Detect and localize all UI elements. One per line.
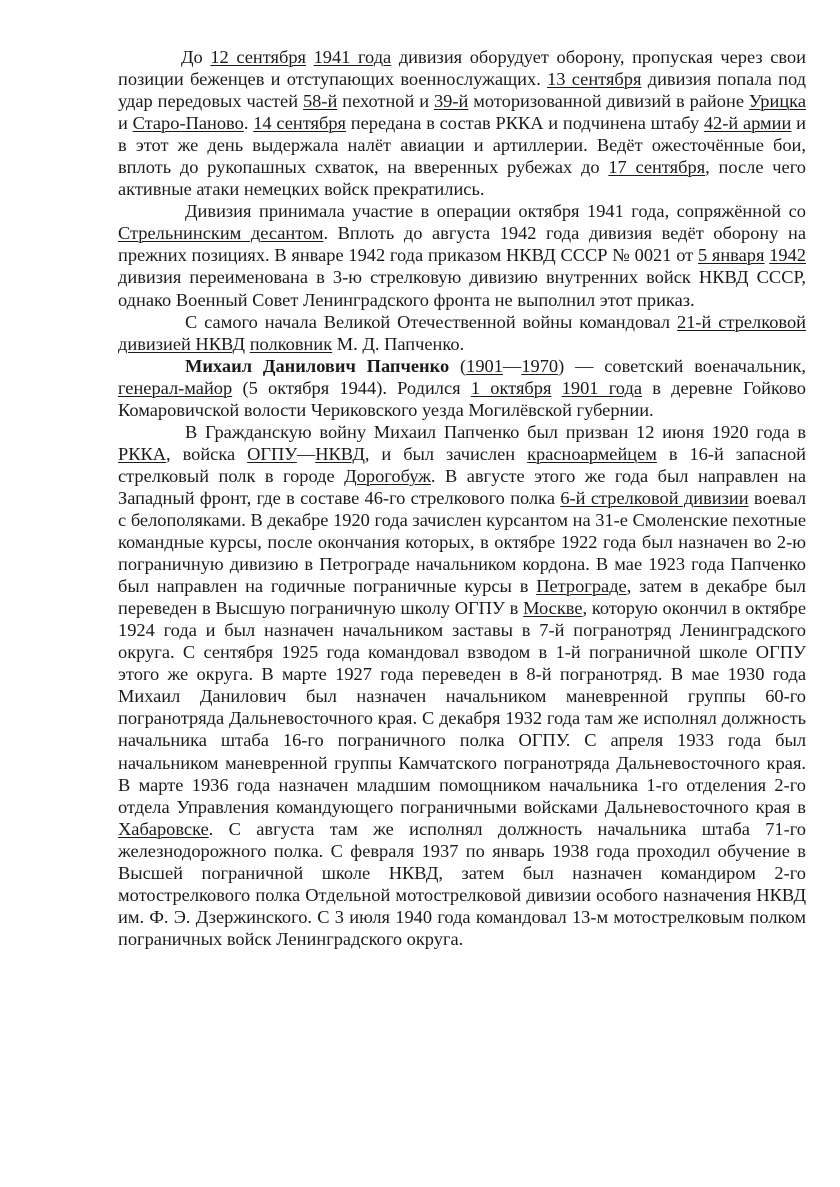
text-run xyxy=(551,378,561,398)
text-run xyxy=(306,47,314,67)
hyperlink[interactable]: Москве xyxy=(523,598,583,619)
hyperlink[interactable]: Дорогобуж xyxy=(344,465,431,486)
hyperlink[interactable]: 21-й стрелковой дивизией НКВД xyxy=(118,311,806,354)
text-run: В Гражданскую войну Михаил Папченко был призван 12 июня 1920 года в xyxy=(185,421,806,442)
text-run: моторизованной дивизий в районе xyxy=(468,91,749,112)
text-run: ( xyxy=(449,355,467,376)
hyperlink[interactable]: 1 октября xyxy=(470,377,552,398)
paragraph xyxy=(118,355,806,421)
hyperlink[interactable]: 1942 xyxy=(769,245,806,266)
hyperlink[interactable]: Стрельнинским десантом xyxy=(118,223,324,244)
text-run: М. Д. Папченко. xyxy=(332,333,465,354)
hyperlink[interactable]: 1901 xyxy=(466,355,503,376)
hyperlink[interactable]: Петрограде xyxy=(536,576,627,597)
hyperlink[interactable]: 1970 xyxy=(521,355,559,376)
text-run: . Вплоть до августа 1942 года дивизия ведёт оборону на прежних позициях. В январе 1942 года приказом НКВД СССР № 0021 от xyxy=(118,223,807,266)
text-run: воевал с белополяками. В декабре 1920 года зачислен курсантом на 31-е Смоленские пехотные командные курсы, после окончания которых, в октябре 1922 года был назначен во 2-ю пограничную дивизию в Петрограде начальником кордона. В мае 1923 года Папченко был направлен на годичные пограничные курсы в xyxy=(118,487,806,597)
hyperlink[interactable]: 17 сентября xyxy=(608,157,706,178)
text-run: (5 октября 1944). Родился xyxy=(232,377,471,398)
text-run: . xyxy=(243,113,254,134)
text-run: , войска xyxy=(166,443,248,464)
hyperlink[interactable]: 5 января xyxy=(697,245,765,266)
text-run: и xyxy=(118,113,133,134)
paragraph xyxy=(118,46,806,200)
paragraph xyxy=(118,311,806,355)
bold-name-text: Михаил Данилович Папченко xyxy=(185,355,450,376)
paragraph xyxy=(118,421,806,950)
hyperlink[interactable]: Старо-Паново xyxy=(132,113,244,134)
text-run: ) — советский военачальник, xyxy=(558,355,806,376)
text-run: До xyxy=(181,47,211,67)
hyperlink[interactable]: Хабаровске xyxy=(118,818,209,839)
hyperlink[interactable]: 42-й армии xyxy=(703,113,792,134)
text-run: передана в состав РККА и подчинена штабу xyxy=(346,113,704,134)
text-run: С самого начала Великой Отечественной войны командовал xyxy=(185,311,677,332)
text-run: , которую окончил в октябре 1924 года и был назначен начальником заставы в 7-й погранотряд Ленинградского округа. С сентября 1925 года командовал взводом в 1-й пограничной школе ОГПУ этого же округа. В марте 1927 года переведен в 8-й погранотряд. В мае 1930 года Михаил Данилович был назначен начальником маневренной группы 60-го погранотряда Дальневосточного края. С декабря 1932 года там же исполнял должность начальника штаба 16-го пограничного полка ОГПУ. С апреля 1933 года был начальником маневренной группы Камчатского погранотряда Дальневосточного края. В марте 1936 года назначен младшим помощником начальника 1-го отделения 2-го отдела Управления командующего пограничными войсками Дальневосточного края в xyxy=(118,598,806,817)
hyperlink[interactable]: 14 сентября xyxy=(253,113,347,134)
text-run: Дивизия принимала участие в операции октября 1941 года, сопряжённой со xyxy=(185,201,806,222)
hyperlink[interactable]: 58-й xyxy=(302,91,338,112)
text-run: , затем в декабре был переведен в Высшую пограничную школу ОГПУ в xyxy=(118,576,806,619)
hyperlink[interactable]: 13 сентября xyxy=(547,69,642,90)
hyperlink[interactable]: 6-й стрелковой дивизии xyxy=(560,487,749,508)
text-run: в деревне Гойково Комаровичской волости Чериковского уезда Могилёвской губернии. xyxy=(118,377,806,420)
text-run: . В августе этого же года был направлен на Западный фронт, где в составе 46-го стрелкового полка xyxy=(118,465,806,508)
hyperlink[interactable]: Урицка xyxy=(748,91,806,112)
text-run: дивизия переименована в 3-ю стрелковую дивизию внутренних войск НКВД СССР, однако Военный Совет Ленинградского фронта не выполнил этот приказ. xyxy=(118,267,806,310)
hyperlink[interactable]: генерал-майор xyxy=(118,377,233,398)
hyperlink[interactable]: 1941 года xyxy=(313,47,392,67)
text-run: дивизия попала под удар передовых частей xyxy=(118,69,806,112)
text-run: в 16-й запасной стрелковый полк в городе xyxy=(118,443,806,486)
text-run: . С августа там же исполнял должность начальника штаба 71-го железнодорожного полка. С февраля 1937 по январь 1938 года проходил обучение в Высшей пограничной школе НКВД, затем был назначен командиром 2-го мотострелкового полка Отдельной мотострелковой дивизии особого назначения НКВД им. Ф. Э. Дзержинского. С 3 июля 1940 года командовал 13-м мотострелковым полком пограничных войск Ленинградского округа. xyxy=(118,818,806,949)
hyperlink[interactable]: 39-й xyxy=(433,91,469,112)
hyperlink[interactable]: НКВД xyxy=(315,443,365,464)
hyperlink[interactable]: 12 сентября xyxy=(210,47,306,67)
text-run: — xyxy=(296,443,316,464)
hyperlink[interactable]: красноармейцем xyxy=(527,443,657,464)
text-run: , и был зачислен xyxy=(364,443,528,464)
text-run: — xyxy=(502,355,522,376)
text-run: и в этот же день выдержала налёт авиации и артиллерии. Ведёт ожесточённые бои, вплоть до рукопашных схваток, на вверенных рубежах до xyxy=(118,113,806,178)
text-run: , после чего активные атаки немецких войск прекратились. xyxy=(118,157,806,200)
hyperlink[interactable]: РККА xyxy=(118,443,167,464)
hyperlink[interactable]: ОГПУ xyxy=(247,443,297,464)
text-run: пехотной и xyxy=(337,91,434,112)
paragraph xyxy=(118,200,806,310)
hyperlink[interactable]: полковник xyxy=(249,333,333,354)
hyperlink[interactable]: 1901 года xyxy=(561,377,642,398)
text-run: дивизия оборудует оборону, пропуская через свои позиции беженцев и отступающих военнослужащих. xyxy=(118,47,806,90)
